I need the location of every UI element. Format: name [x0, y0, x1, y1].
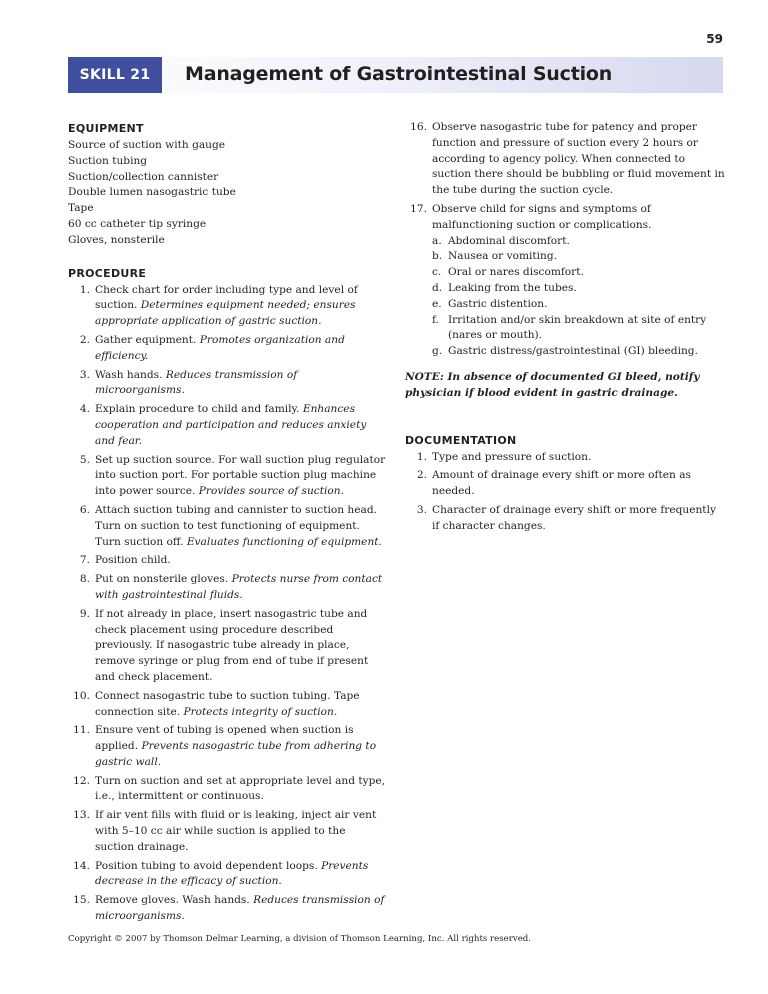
complication-list	[432, 234, 725, 360]
step-text: Attach suction tubing and cannister to suction head. Turn on suction to test functioning of equipment. Turn suction off.	[95, 503, 377, 548]
step-text: Observe child for signs and symptoms of malfunctioning suction or complications.	[432, 202, 652, 231]
step-rationale: Determines equipment needed; ensures appropriate application of gastric suction.	[95, 299, 356, 328]
procedure-step	[68, 503, 386, 550]
item-text: Abdominal discomfort.	[448, 234, 570, 247]
complication-item	[432, 249, 725, 265]
step-rationale: Prevents decrease in the efficacy of suction.	[95, 859, 369, 888]
step-number: 9.	[79, 607, 90, 620]
step-rationale: Prevents nasogastric tube from adhering to gastric wall.	[95, 740, 377, 768]
equipment-item: Gloves, nonsterile	[68, 233, 165, 246]
equipment-heading: EQUIPMENT	[68, 122, 144, 135]
procedure-step	[68, 333, 386, 365]
item-letter: e.	[432, 297, 442, 310]
item-text: Gastric distress/gastrointestinal (GI) bleeding.	[448, 345, 698, 358]
step-number: 7.	[79, 554, 90, 567]
item-text: Oral or nares discomfort.	[448, 266, 584, 279]
item-number: 2.	[416, 469, 427, 482]
step-rationale: Reduces transmission of microorganisms.	[95, 894, 385, 923]
documentation-list	[405, 450, 725, 535]
documentation-item	[405, 468, 725, 500]
procedure-step	[68, 283, 386, 330]
step-text: Explain procedure to child and family.	[95, 403, 300, 416]
step-rationale: Protects integrity of suction.	[183, 705, 338, 718]
procedure-step	[68, 859, 386, 891]
procedure-step	[68, 553, 386, 569]
step-number: 1.	[79, 283, 90, 296]
equipment-list	[68, 138, 386, 249]
step-text: If air vent fills with fluid or is leaking, inject air vent with 5–10 cc air while suction is applied to the suction drainage.	[95, 809, 377, 853]
step-rationale: Promotes organization and efficiency.	[95, 333, 345, 362]
procedure-step	[68, 368, 386, 400]
step-number: 12.	[73, 774, 90, 787]
item-number: 3.	[416, 503, 427, 516]
step-number: 15.	[73, 894, 90, 907]
page-number: 59	[706, 32, 723, 46]
step-text: Put on nonsterile gloves.	[95, 573, 229, 586]
step-text: Position tubing to avoid dependent loops.	[95, 859, 318, 872]
step-text: Check chart for order including type and level of suction.	[95, 283, 358, 312]
step-number: 3.	[79, 368, 90, 381]
step-text: Turn on suction and set at appropriate level and type, i.e., intermittent or continuous.	[95, 774, 386, 803]
equipment-item: Source of suction with gauge	[68, 139, 226, 151]
equipment-item: 60 cc catheter tip syringe	[68, 217, 207, 230]
step-text: Wash hands.	[95, 368, 163, 381]
item-number: 1.	[416, 450, 427, 463]
step-number: 6.	[79, 503, 90, 516]
right-column	[405, 120, 725, 538]
step-number: 13.	[73, 809, 90, 822]
item-letter: g.	[432, 345, 443, 358]
step-rationale: Protects nurse from contact with gastrointestinal fluids.	[95, 573, 383, 601]
procedure-step	[68, 808, 386, 855]
step-text: Set up suction source. For wall suction plug regulator into suction port. For portable suction plug machine into power source.	[95, 453, 386, 498]
procedure-step	[68, 572, 386, 604]
item-letter: c.	[432, 266, 442, 279]
procedure-steps	[68, 283, 386, 925]
left-column	[68, 120, 386, 928]
step-text: Connect nasogastric tube to suction tubing. Tape connection site.	[95, 689, 360, 718]
item-letter: b.	[432, 250, 443, 263]
step-text: Position child.	[95, 554, 171, 567]
item-text: Irritation and/or skin breakdown at site of entry (nares or mouth).	[448, 313, 707, 342]
procedure-step	[68, 723, 386, 770]
procedure-step	[68, 453, 386, 500]
item-text: Gastric distention.	[448, 297, 548, 310]
procedure-step	[405, 120, 725, 199]
item-text: Amount of drainage every shift or more often as needed.	[432, 469, 691, 498]
equipment-item: Suction tubing	[68, 154, 148, 167]
complication-item	[432, 344, 725, 360]
step-rationale: Provides source of suction.	[198, 485, 344, 498]
step-text: Gather equipment.	[95, 333, 197, 346]
step-number: 8.	[79, 573, 90, 586]
procedure-heading: PROCEDURE	[68, 266, 147, 280]
step-rationale: Evaluates functioning of equipment.	[186, 535, 382, 548]
procedure-step	[68, 689, 386, 721]
step-number: 17.	[410, 202, 427, 215]
step-number: 2.	[79, 333, 90, 346]
procedure-steps-continued	[405, 120, 725, 360]
procedure-step	[68, 607, 386, 686]
item-letter: f.	[432, 313, 439, 326]
item-text: Nausea or vomiting.	[448, 250, 558, 263]
equipment-item: Suction/collection cannister	[68, 170, 219, 183]
note: NOTE: In absence of documented GI bleed, notify physician if blood evident in gastric drainage.	[405, 370, 700, 399]
step-rationale: Enhances cooperation and participation and reduces anxiety and fear.	[95, 403, 367, 447]
procedure-step	[405, 202, 725, 360]
skill-label: SKILL 21	[68, 57, 162, 93]
item-text: Character of drainage every shift or more frequently if character changes.	[432, 503, 716, 532]
step-number: 14.	[73, 859, 90, 872]
documentation-item	[405, 503, 725, 535]
item-text: Type and pressure of suction.	[432, 450, 592, 463]
procedure-step	[68, 774, 386, 806]
step-text: Observe nasogastric tube for patency and proper function and pressure of suction every 2 hours or according to agency policy. When connected to suction there should be bubbling or fluid movement in the tube during the suction cycle.	[432, 121, 725, 197]
step-text: Remove gloves. Wash hands.	[95, 894, 250, 907]
complication-item	[432, 281, 725, 297]
procedure-step	[68, 402, 386, 449]
step-number: 16.	[410, 121, 427, 133]
step-text: Ensure vent of tubing is opened when suction is applied.	[95, 724, 354, 753]
item-letter: a.	[432, 234, 442, 247]
equipment-item: Tape	[68, 202, 94, 215]
step-number: 10.	[73, 689, 90, 702]
step-number: 4.	[79, 403, 90, 416]
complication-item	[432, 234, 725, 250]
copyright-footer: Copyright © 2007 by Thomson Delmar Learning, a division of Thomson Learning, Inc. All rights reserved.	[68, 934, 532, 944]
complication-item	[432, 297, 725, 313]
step-rationale: Reduces transmission of microorganisms.	[95, 368, 298, 397]
documentation-heading: DOCUMENTATION	[405, 433, 517, 447]
item-text: Leaking from the tubes.	[448, 281, 577, 294]
step-number: 5.	[79, 453, 90, 466]
step-text: If not already in place, insert nasogastric tube and check placement using procedure described previously. If nasogastric tube already in place, remove syringe or plug from end of tube if present and check placement.	[95, 607, 369, 683]
step-number: 11.	[73, 724, 90, 737]
page-title: Management of Gastrointestinal Suction	[185, 63, 613, 85]
complication-item	[432, 265, 725, 281]
item-letter: d.	[432, 281, 443, 294]
complication-item	[432, 313, 725, 345]
equipment-item: Double lumen nasogastric tube	[68, 186, 236, 199]
procedure-step	[68, 893, 386, 925]
documentation-item	[405, 450, 725, 466]
